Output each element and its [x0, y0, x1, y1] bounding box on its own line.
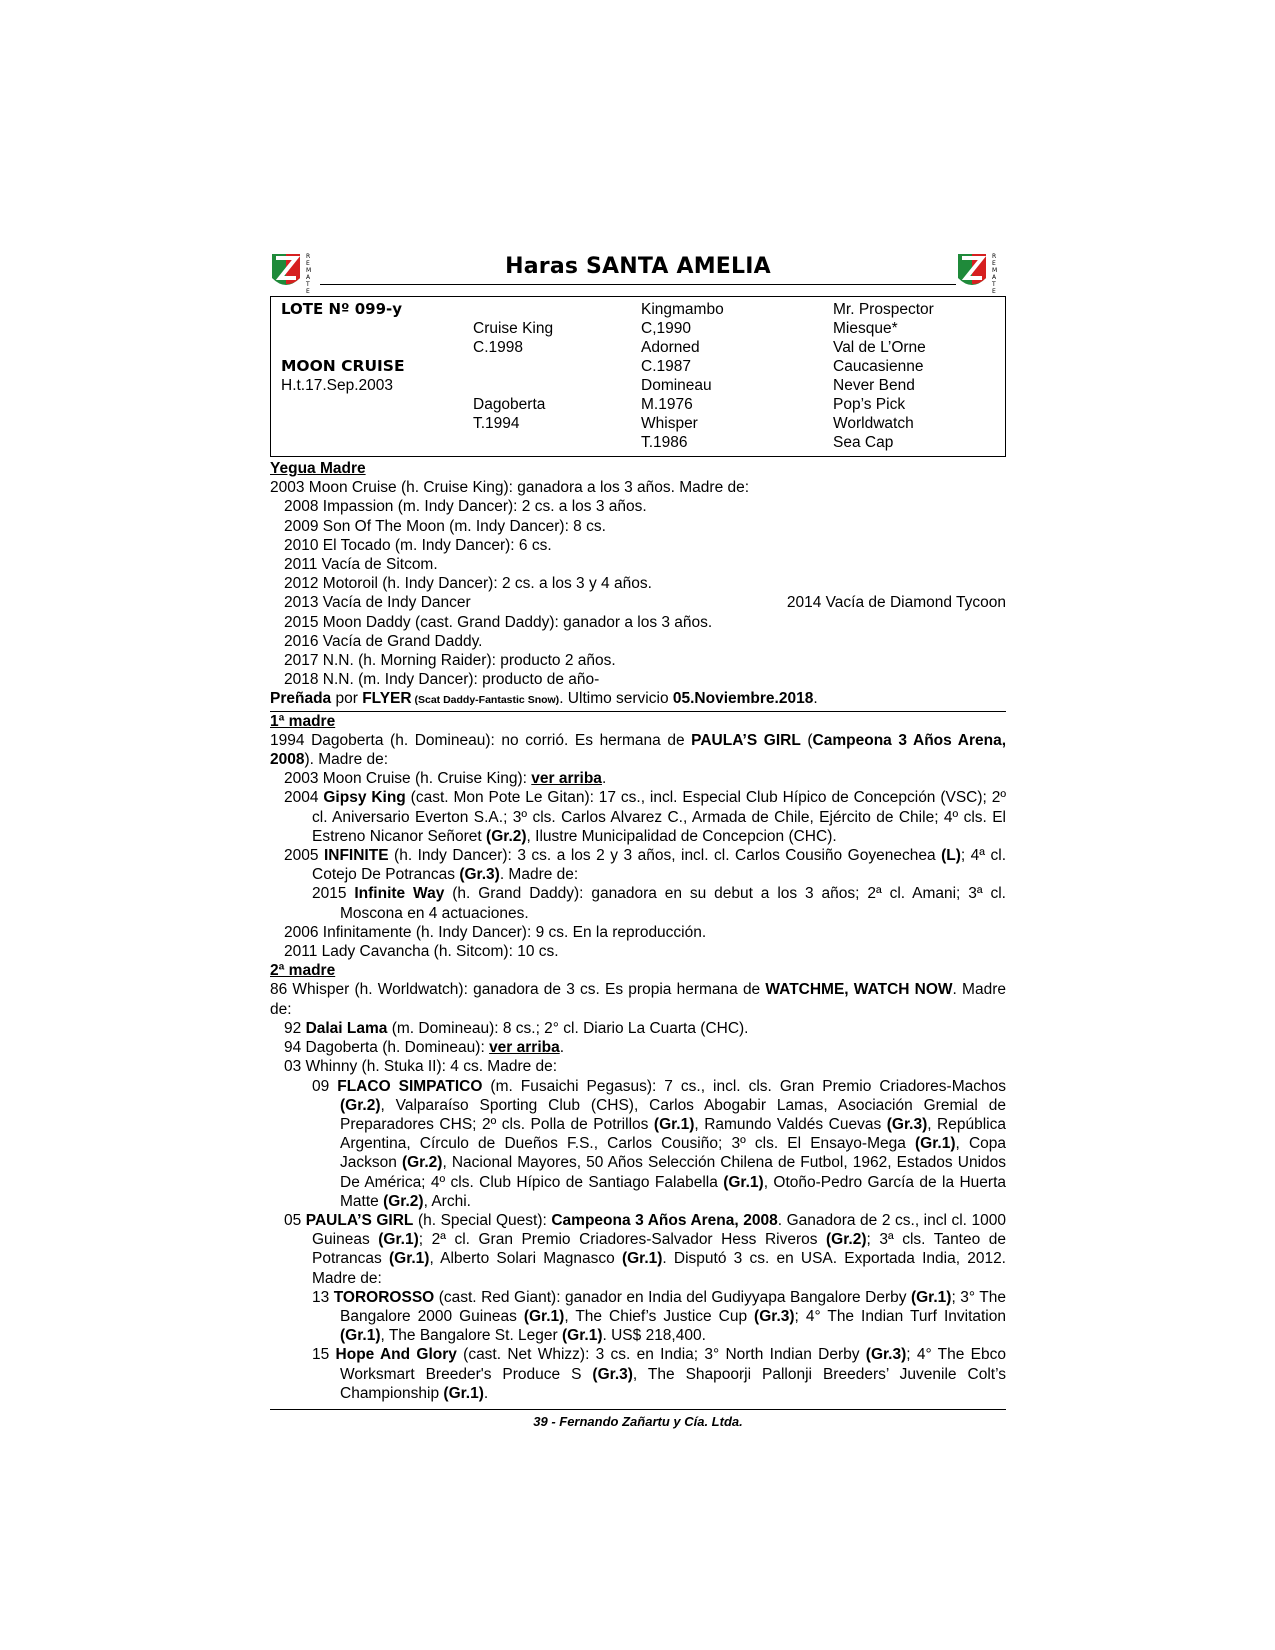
- text-run: ; 4° The Ebco Worksmart Breeder's Produce S: [340, 1346, 1006, 1383]
- pedigree-cell: Caucasienne: [833, 358, 924, 375]
- horse-name: MOON CRUISE: [281, 357, 405, 375]
- pedigree-cell: Val de L’Orne: [833, 339, 926, 356]
- pedigree-cell: Whisper: [641, 415, 698, 432]
- catalog-page: [270, 248, 1006, 1429]
- grade-badge: (Gr.3): [886, 1115, 928, 1133]
- text-run: , Otoño-Pedro García de la Huerta Matte: [340, 1173, 1006, 1210]
- svg-text:E: E: [306, 260, 310, 267]
- grade-badge: (Gr.1): [621, 1250, 663, 1268]
- text-run: 15: [312, 1346, 336, 1364]
- see-above-link[interactable]: ver arriba: [531, 770, 602, 788]
- produce-line: 2013 Vacía de Indy Dancer: [284, 594, 471, 612]
- grade-badge: (Gr.2): [401, 1154, 443, 1172]
- text-run: , Ramundo Valdés Cuevas: [694, 1115, 887, 1133]
- produce-line: [270, 846, 1006, 884]
- produce-line: 2011 Lady Cavancha (h. Sitcom): 10 cs.: [284, 943, 559, 961]
- text-run: ; 3° The Bangalore 2000 Guineas: [340, 1288, 1006, 1325]
- text-run: (cast. Red Giant): ganador en India del Gudiyyapa Bangalore Derby: [434, 1288, 911, 1306]
- text-run: (h. Indy Dancer): 3 cs. a los 2 y 3 años, incl. cl. Carlos Cousiño Goyenechea: [388, 847, 942, 865]
- text-run: . Ganadora de 2 cs., incl cl. 1000 Guineas: [312, 1211, 1006, 1249]
- text-run: .: [483, 1384, 489, 1402]
- grade-badge: (Gr.1): [388, 1250, 430, 1268]
- section-heading: 1ª madre: [270, 712, 336, 730]
- pedigree-col-grandparents: [641, 300, 826, 452]
- grade-badge: (Gr.1): [523, 1307, 565, 1325]
- grade-badge: (Gr.1): [378, 1231, 419, 1249]
- svg-text:E: E: [992, 260, 996, 267]
- pregnancy-label: Preñada: [270, 690, 332, 708]
- text-run: 92: [284, 1019, 306, 1037]
- pedigree-cell: Kingmambo: [641, 301, 724, 318]
- horse-highlight: WATCHME, WATCH NOW: [765, 981, 953, 999]
- pedigree-col-horse: [281, 300, 471, 395]
- championship: Campeona 3 Años Arena, 2008: [551, 1211, 778, 1229]
- text-run: ; 4° The Indian Turf Invitation: [794, 1307, 1006, 1325]
- section-heading: Yegua Madre: [270, 460, 366, 477]
- covering-stallion: FLYER: [362, 690, 412, 708]
- grade-badge: (Gr.1): [562, 1327, 603, 1345]
- text-run: 1994 Dagoberta (h. Domineau): no corrió. Es hermana de: [270, 731, 692, 749]
- grade-badge: (Gr.1): [340, 1327, 381, 1345]
- produce-line: 2018 N.N. (m. Indy Dancer): producto de año-: [284, 671, 600, 689]
- catalog-body: [270, 459, 1006, 1403]
- sire-year: C.1998: [473, 339, 523, 356]
- horse-highlight: FLACO SIMPATICO: [337, 1077, 483, 1095]
- text-run: ; 2ª cl. Gran Premio Criadores-Salvador Hess Riveros: [418, 1231, 827, 1249]
- championship: Campeona 3 Años Arena, 2008: [270, 731, 1007, 769]
- lot-number: LOTE Nº 099-y: [281, 300, 403, 318]
- text-run: (cast. Mon Pote Le Gitan): 17 cs., incl. Especial Club Hípico de Concepción (VSC); 2º cl. Aniversario Everton S.A.; 3º cls. Carlos Alvarez C., Armada de Chile, Ejército de Chile; 4º cls. El Estreno Nicanor Señoret: [312, 789, 1006, 845]
- grade-badge: (Gr.3): [592, 1365, 633, 1383]
- grade-badge: (Gr.1): [443, 1384, 484, 1402]
- pedigree-cell: Worldwatch: [833, 415, 914, 432]
- produce-line: 2012 Motoroil (h. Indy Dancer): 2 cs. a los 3 y 4 años.: [284, 575, 652, 593]
- horse-highlight: PAULA’S GIRL: [305, 1211, 414, 1229]
- grade-badge: (L): [941, 847, 961, 865]
- pedigree-cell: C.1987: [641, 358, 691, 375]
- produce-line: 2011 Vacía de Sitcom.: [284, 556, 438, 574]
- horse-highlight: Hope And Glory: [335, 1346, 457, 1364]
- produce-line: 2008 Impassion (m. Indy Dancer): 2 cs. a los 3 años.: [284, 498, 647, 516]
- produce-line: [270, 1038, 1006, 1057]
- svg-text:R: R: [306, 253, 311, 260]
- svg-text:T: T: [992, 281, 996, 288]
- text-run: .: [813, 690, 818, 708]
- horse-highlight: TOROROSSO: [333, 1288, 435, 1306]
- produce-line: [270, 1211, 1006, 1288]
- text-run: ; 4ª cl. Cotejo De Potrancas: [312, 847, 1006, 884]
- pedigree-cell: Domineau: [641, 377, 712, 394]
- pregnancy-line: [270, 689, 1006, 710]
- dam-paragraph: [270, 731, 1006, 769]
- pedigree-col-parents: [473, 300, 643, 433]
- text-run: , Nacional Mayores, 50 Años Selección Chilena de Futbol, 1962, Estados Unidos De América; 4º cls. Club Hípico de Santiago Falabella: [340, 1154, 1007, 1191]
- text-run: 2004: [284, 789, 324, 807]
- text-run: 05: [284, 1211, 306, 1229]
- text-run: (cast. Net Whizz): 3 cs. en India; 3° North Indian Derby: [456, 1346, 866, 1364]
- see-above-link[interactable]: ver arriba: [489, 1039, 560, 1057]
- pedigree-cell: Mr. Prospector: [833, 301, 934, 318]
- text-run: ). Madre de:: [304, 751, 389, 769]
- grade-badge: (Gr.3): [754, 1307, 795, 1325]
- text-run: , The Chief’s Justice Cup: [564, 1307, 755, 1325]
- text-run: . Madre de:: [499, 866, 579, 884]
- text-run: , Archi.: [423, 1192, 471, 1210]
- text-run: , Ilustre Municipalidad de Concepcion (CHC).: [526, 827, 837, 845]
- produce-line: [270, 884, 1006, 922]
- dam-paragraph: [270, 980, 1006, 1018]
- grade-badge: (Gr.2): [826, 1231, 867, 1249]
- last-service-date: 05.Noviembre.2018: [672, 690, 814, 708]
- produce-line: 2017 N.N. (h. Morning Raider): producto 2 años.: [284, 652, 616, 670]
- text-run: , The Bangalore St. Leger: [380, 1327, 563, 1345]
- grade-badge: (Gr.3): [865, 1346, 907, 1364]
- text-run: 2015: [312, 885, 355, 903]
- horse-highlight: Gipsy King: [323, 789, 406, 807]
- grade-badge: (Gr.2): [383, 1192, 424, 1210]
- svg-text:E: E: [992, 288, 996, 294]
- page-header: [270, 248, 1006, 296]
- produce-line: [270, 1345, 1006, 1403]
- text-run: , The Shapoorji Pallonji Breeders’ Juvenile Colt’s Championship: [340, 1365, 1006, 1402]
- page-footer: 39 - Fernando Zañartu y Cía. Ltda.: [533, 1413, 743, 1429]
- text-run: 09: [312, 1077, 338, 1095]
- text-run: 2003 Moon Cruise (h. Cruise King):: [284, 770, 532, 788]
- svg-text:M: M: [992, 267, 998, 274]
- svg-text:T: T: [306, 281, 310, 288]
- grade-badge: (Gr.1): [723, 1173, 764, 1191]
- horse-highlight: Dalai Lama: [305, 1019, 388, 1037]
- horse-highlight: PAULA’S GIRL: [691, 731, 801, 749]
- pedigree-col-great-grandparents: [833, 300, 1003, 452]
- produce-line: 2009 Son Of The Moon (m. Indy Dancer): 8 cs.: [284, 517, 606, 535]
- produce-line: [270, 1288, 1006, 1346]
- text-run: (h. Special Quest):: [413, 1211, 552, 1229]
- grade-badge: (Gr.2): [340, 1096, 381, 1114]
- produce-line: 2010 El Tocado (m. Indy Dancer): 6 cs.: [284, 536, 552, 554]
- pedigree-table: [270, 296, 1006, 457]
- text-run: . Madre de:: [270, 981, 1006, 1018]
- produce-line: 2014 Vacía de Diamond Tycoon: [786, 594, 1006, 612]
- produce-line: 2016 Vacía de Grand Daddy.: [284, 632, 483, 650]
- svg-text:R: R: [992, 253, 997, 260]
- title-rule: [320, 284, 956, 285]
- stallion-pedigree: (Scat Daddy-Fantastic Snow): [411, 694, 560, 707]
- text-run: .: [601, 770, 607, 788]
- sire-name: Cruise King: [473, 320, 554, 337]
- horse-highlight: Infinite Way: [354, 885, 445, 903]
- produce-line-pair: [270, 593, 1006, 612]
- text-run: , Copa Jackson: [340, 1135, 1006, 1172]
- svg-text:E: E: [306, 288, 310, 294]
- text-run: . Disputó 3 cs. en USA. Exportada India, 2012. Madre de:: [312, 1250, 1006, 1287]
- grade-badge: (Gr.1): [653, 1115, 695, 1133]
- section-heading: 2ª madre: [270, 962, 336, 980]
- text-run: , Alberto Solari Magnasco: [429, 1250, 622, 1268]
- produce-line: [270, 1019, 1006, 1038]
- pedigree-cell: M.1976: [641, 396, 693, 413]
- text-run: 94 Dagoberta (h. Domineau):: [284, 1039, 490, 1057]
- grade-badge: (Gr.1): [910, 1288, 952, 1306]
- grade-badge: (Gr.2): [486, 827, 527, 845]
- produce-line: [270, 1077, 1006, 1211]
- dam-year: T.1994: [473, 415, 520, 432]
- svg-text:M: M: [306, 267, 312, 274]
- dam-name: Dagoberta: [473, 396, 546, 413]
- text-run: por: [331, 690, 363, 708]
- text-run: , Valparaíso Sporting Club (CHS), Carlos Abogabir Lamas, Asociación Gremial de Preparadores CHS; 2º cls. Polla de Potrillos: [340, 1096, 1006, 1133]
- text-run: 13: [312, 1288, 334, 1306]
- produce-line: 2015 Moon Daddy (cast. Grand Daddy): ganador a los 3 años.: [284, 613, 713, 631]
- pedigree-cell: C,1990: [641, 320, 691, 337]
- pedigree-cell: Never Bend: [833, 377, 915, 394]
- grade-badge: (Gr.1): [915, 1135, 956, 1153]
- horse-highlight: INFINITE: [323, 847, 389, 865]
- text-run: .: [559, 1039, 565, 1057]
- page-title: Haras SANTA AMELIA: [505, 254, 771, 279]
- text-run: (m. Domineau): 8 cs.; 2° cl. Diario La Cuarta (CHC).: [387, 1019, 749, 1037]
- zanartu-remates-logo: [956, 248, 1006, 294]
- grade-badge: (Gr.3): [459, 866, 500, 884]
- pedigree-cell: Miesque*: [833, 320, 898, 337]
- svg-text:A: A: [306, 274, 311, 281]
- produce-line: [270, 769, 1006, 788]
- text-run: . Ultimo servicio: [559, 690, 673, 708]
- horse-info: H.t.17.Sep.2003: [281, 377, 394, 394]
- pedigree-cell: Pop’s Pick: [833, 396, 906, 413]
- text-run: (m. Fusaichi Pegasus): 7 cs., incl. cls. Gran Premio Criadores-Machos: [482, 1077, 1006, 1095]
- produce-line: 2006 Infinitamente (h. Indy Dancer): 9 cs. En la reproducción.: [284, 923, 707, 941]
- svg-text:A: A: [992, 274, 997, 281]
- footer-divider: [270, 1409, 1006, 1410]
- pedigree-cell: Adorned: [641, 339, 700, 356]
- produce-line: [270, 788, 1006, 846]
- text-run: ; 3ª cls. Tanteo de Potrancas: [312, 1231, 1006, 1268]
- text-run: . US$ 218,400.: [602, 1327, 706, 1345]
- text-run: 86 Whisper (h. Worldwatch): ganadora de 3 cs. Es propia hermana de: [270, 981, 766, 999]
- pedigree-cell: T.1986: [641, 434, 688, 451]
- pedigree-cell: Sea Cap: [833, 434, 894, 451]
- text-run: (h. Grand Daddy): ganadora en su debut a los 3 años; 2ª cl. Amani; 3ª cl. Moscona en 4 actuaciones.: [340, 885, 1006, 922]
- text-run: , República Argentina, Círculo de Dueños F.S., Carlos Cousiño; 3º cls. El Ensayo-Mega: [340, 1115, 1006, 1153]
- mare-intro: 2003 Moon Cruise (h. Cruise King): ganadora a los 3 años. Madre de:: [270, 479, 750, 497]
- text-run: 2005: [284, 847, 324, 865]
- produce-line: 03 Whinny (h. Stuka II): 4 cs. Madre de:: [284, 1058, 558, 1076]
- text-run: (: [800, 731, 813, 749]
